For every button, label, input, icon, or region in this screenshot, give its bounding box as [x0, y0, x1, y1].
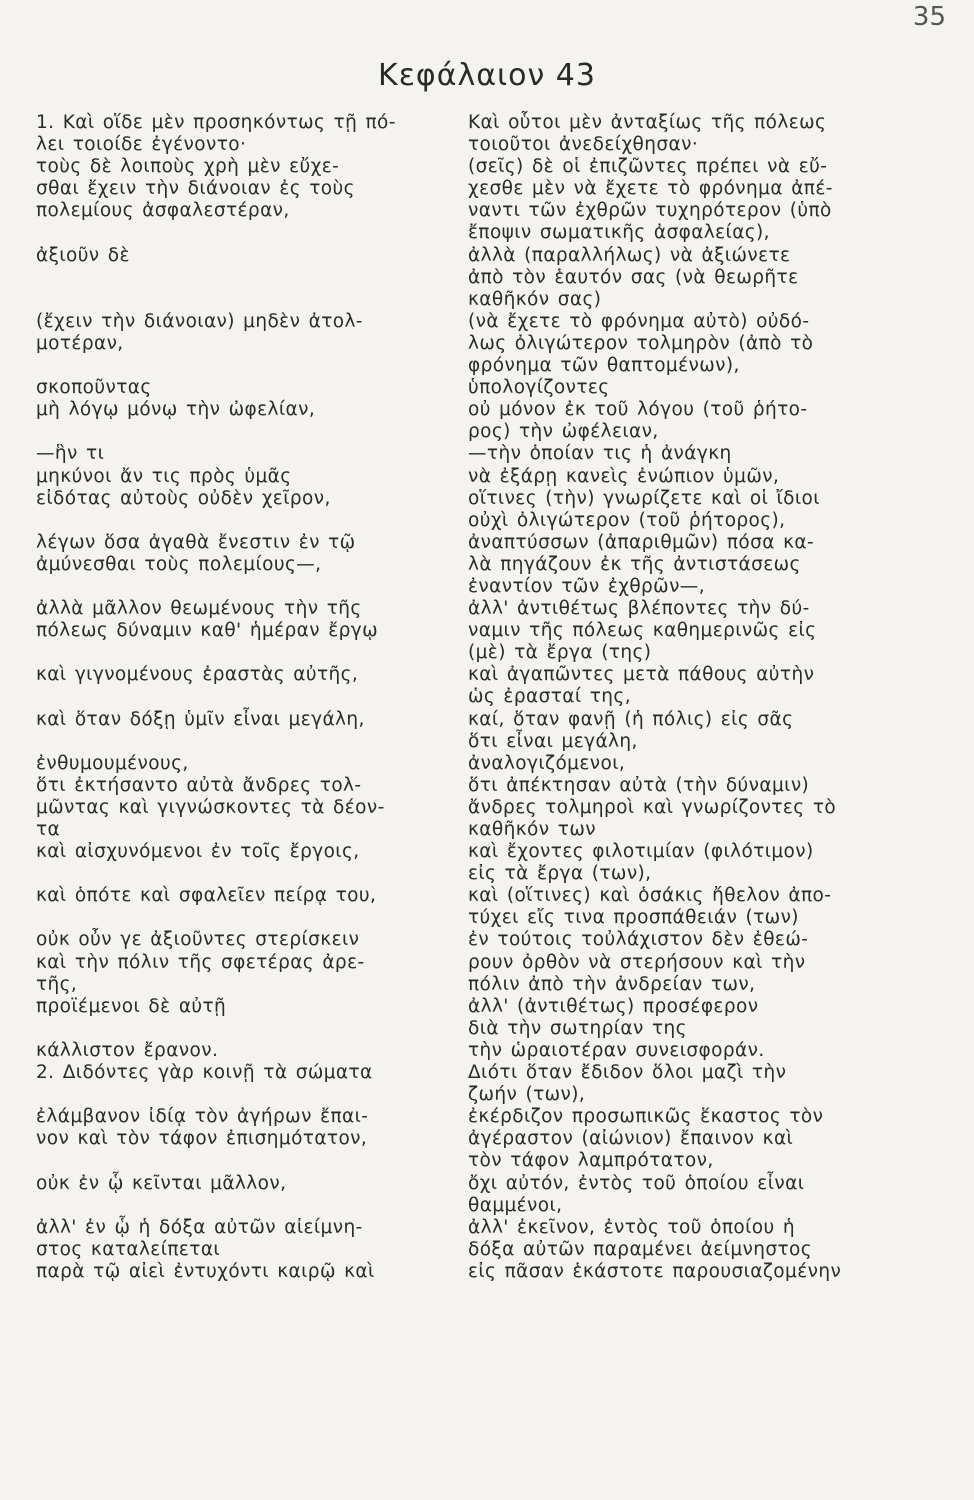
translation-line: —τὴν ὁποίαν τις ἡ ἀνάγκη: [468, 443, 732, 465]
chapter-title: Κεφάλαιον 43: [378, 58, 596, 93]
translation-line: ὡς ἐρασταί της,: [468, 686, 631, 708]
ancient-text-line: [36, 576, 454, 598]
translation-line: ἀναλογιζόμενοι,: [468, 752, 626, 774]
ancient-text-line: εἰδότας αὐτοὺς οὐδὲν χεῖρον,: [36, 487, 331, 509]
translation-line: εἰς πᾶσαν ἑκάστοτε παρουσιαζομένην: [468, 1260, 842, 1282]
ancient-text-line: παρὰ τῷ αἰεὶ ἐντυχόντι καιρῷ καὶ: [36, 1260, 375, 1282]
translation-line: (νὰ ἔχετε τὸ φρόνημα αὐτὸ) οὐδό-: [468, 310, 810, 332]
ancient-text-line: οὐκ οὖν γε ἀξιοῦντες στερίσκειν: [36, 929, 360, 951]
translation-line: ρουν ὀρθὸν νὰ στερήσουν καὶ τὴν: [468, 951, 806, 973]
translation-line: (μὲ) τὰ ἔργα (της): [468, 642, 652, 664]
translation-line: ἔποψιν σωματικῆς ἀσφαλείας),: [468, 222, 770, 244]
ancient-text-line: [36, 355, 454, 377]
translation-line: ὅτι εἶναι μεγάλη,: [468, 730, 638, 752]
ancient-text-line: ὅτι ἐκτήσαντο αὐτὰ ἄνδρες τολ-: [36, 774, 362, 796]
ancient-text-line: καὶ γιγνομένους ἐραστὰς αὐτῆς,: [36, 664, 359, 686]
translation-line: λως ὀλιγώτερον τολμηρὸν (ἀπὸ τὸ: [468, 332, 814, 354]
translation-line: Διότι ὅταν ἔδιδον ὅλοι μαζὶ τὴν: [468, 1062, 787, 1084]
translation-line: ἀλλὰ (παραλλήλως) νὰ ἀξιώνετε: [468, 244, 791, 266]
translation-line: λὰ πηγάζουν ἐκ τῆς ἀντιστάσεως: [468, 553, 801, 575]
ancient-text-line: καὶ αἰσχυνόμενοι ἐν τοῖς ἔργοις,: [36, 841, 360, 863]
translation-line: ἐν τούτοις τοὐλάχιστον δὲν ἐθεώ-: [468, 929, 809, 951]
ancient-text-line: [36, 421, 454, 443]
translation-line: καθῆκόν σας): [468, 288, 602, 310]
translation-line: τὸν τάφον λαμπρότατον,: [468, 1150, 714, 1172]
translation-line: ἀλλ' ἐκεῖνον, ἐντὸς τοῦ ὁποίου ἡ: [468, 1216, 796, 1238]
ancient-text-line: στος καταλείπεται: [36, 1238, 221, 1260]
ancient-text-line: πόλεως δύναμιν καθ' ἡμέραν ἔργῳ: [36, 620, 379, 642]
ancient-text-line: πολεμίους ἀσφαλεστέραν,: [36, 200, 290, 222]
translation-line: ἀλλ' ἀντιθέτως βλέποντες τὴν δύ-: [468, 598, 810, 620]
ancient-text-line: [36, 731, 454, 753]
ancient-text-line: καὶ ὅταν δόξῃ ὑμῖν εἶναι μεγάλη,: [36, 708, 365, 730]
ancient-greek-text-column: [36, 112, 454, 1283]
translation-line: ὑπολογίζοντες: [468, 377, 610, 399]
translation-line: καὶ ἀγαπῶντες μετὰ πάθους αὐτὴν: [468, 664, 815, 686]
translation-line: καί, ὅταν φανῇ (ἡ πόλις) εἰς σᾶς: [468, 708, 794, 730]
ancient-text-line: [36, 863, 454, 885]
ancient-text-line: [36, 907, 454, 929]
translation-line: οὐχὶ ὀλιγώτερον (τοῦ ῥήτορος),: [468, 509, 786, 531]
ancient-text-line: μὴ λόγῳ μόνῳ τὴν ὠφελίαν,: [36, 399, 316, 421]
translation-line: καθῆκόν των: [468, 819, 596, 840]
ancient-text-line: σκοποῦντας: [36, 377, 152, 399]
ancient-text-line: λει τοιοίδε ἐγένοντο·: [36, 134, 247, 156]
ancient-text-line: [36, 1195, 454, 1217]
ancient-text-line: τοὺς δὲ λοιποὺς χρὴ μὲν εὔχε-: [36, 156, 340, 178]
ancient-text-line: 2. Διδόντες γὰρ κοινῇ τὰ σώματα: [36, 1062, 373, 1084]
ancient-text-line: ἀλλ' ἐν ᾧ ἡ δόξα αὐτῶν αἰείμνη-: [36, 1216, 363, 1238]
translation-line: εἰς τὰ ἔργα (των),: [468, 863, 652, 885]
translation-line: ρος) τὴν ὠφέλειαν,: [468, 421, 659, 443]
ancient-text-line: οὐκ ἐν ᾧ κεῖνται μᾶλλον,: [36, 1172, 287, 1194]
translation-line: ζωήν (των),: [468, 1084, 586, 1106]
translation-line: (σεῖς) δὲ οἱ ἐπιζῶντες πρέπει νὰ εὔ-: [468, 156, 828, 178]
translation-line: ἀναπτύσσων (ἀπαριθμῶν) πόσα κα-: [468, 531, 815, 553]
ancient-text-line: (ἔχειν τὴν διάνοιαν) μηδὲν ἀτολ-: [36, 310, 363, 332]
translation-line: ὄχι αὐτόν, ἐντὸς τοῦ ὁποίου εἶναι: [468, 1172, 805, 1194]
translation-line: ναντι τῶν ἐχθρῶν τυχηρότερον (ὑπὸ: [468, 200, 832, 222]
translation-line: ἀλλ' (ἀντιθέτως) προσέφερον: [468, 995, 759, 1017]
modern-greek-translation-column: [468, 112, 948, 1283]
translation-line: Καὶ οὗτοι μὲν ἀνταξίως τῆς πόλεως: [468, 112, 827, 133]
ancient-text-line: —ἣν τι: [36, 443, 105, 465]
ancient-text-line: [36, 267, 454, 289]
ancient-text-line: [36, 510, 454, 532]
ancient-text-line: καὶ τὴν πόλιν τῆς σφετέρας ἀρε-: [36, 951, 365, 973]
translation-line: τοιοῦτοι ἀνεδείχθησαν·: [468, 134, 699, 156]
ancient-text-line: κάλλιστον ἔρανον.: [36, 1039, 219, 1061]
ancient-text-line: νον καὶ τὸν τάφον ἐπισημότατον,: [36, 1128, 368, 1150]
ancient-text-line: μῶντας καὶ γιγνώσκοντες τὰ δέον-: [36, 796, 385, 818]
page-number: 35: [912, 2, 946, 32]
translation-line: φρόνημα τῶν θαπτομένων),: [468, 355, 740, 377]
translation-line: ἄνδρες τολμηροὶ καὶ γνωρίζοντες τὸ: [468, 796, 837, 818]
ancient-text-line: τα: [36, 819, 61, 840]
translation-line: θαμμένοι,: [468, 1194, 563, 1216]
ancient-text-line: [36, 289, 454, 311]
translation-line: ἀπὸ τὸν ἑαυτόν σας (νὰ θεωρῆτε: [468, 266, 799, 288]
ancient-text-line: [36, 686, 454, 708]
ancient-text-line: μηκύνοι ἄν τις πρὸς ὑμᾶς: [36, 465, 292, 487]
ancient-text-line: μοτέραν,: [36, 332, 124, 354]
ancient-text-line: ἀλλὰ μᾶλλον θεωμένους τὴν τῆς: [36, 598, 362, 620]
ancient-text-line: ἀμύνεσθαι τοὺς πολεμίους—,: [36, 553, 322, 575]
translation-line: χεσθε μὲν νὰ ἔχετε τὸ φρόνημα ἀπέ-: [468, 178, 833, 200]
ancient-text-line: [36, 1018, 454, 1040]
ancient-text-line: σθαι ἔχειν τὴν διάνοιαν ἐς τοὺς: [36, 178, 355, 200]
translation-line: ἐκέρδιζον προσωπικῶς ἕκαστος τὸν: [468, 1106, 824, 1128]
ancient-text-line: προϊέμενοι δὲ αὐτῇ: [36, 995, 227, 1017]
translation-line: ἐναντίον τῶν ἐχθρῶν—,: [468, 575, 705, 597]
translation-line: ἀγέραστον (αἰώνιον) ἔπαινον καὶ: [468, 1128, 794, 1150]
ancient-text-line: ἐνθυμουμένους,: [36, 752, 189, 774]
translation-line: οὐ μόνον ἐκ τοῦ λόγου (τοῦ ῥήτο-: [468, 399, 808, 421]
translation-line: καὶ (οἵτινες) καὶ ὁσάκις ἤθελον ἀπο-: [468, 885, 832, 907]
translation-line: οἵτινες (τὴν) γνωρίζετε καὶ οἱ ἴδιοι: [468, 487, 820, 509]
ancient-text-line: [36, 1084, 454, 1106]
translation-line: διὰ τὴν σωτηρίαν της: [468, 1017, 687, 1039]
translation-line: καὶ ἔχοντες φιλοτιμίαν (φιλότιμον): [468, 841, 814, 863]
translation-line: δόξα αὐτῶν παραμένει ἀείμνηστος: [468, 1238, 813, 1260]
translation-line: πόλιν ἀπὸ τὴν ἀνδρείαν των,: [468, 973, 756, 995]
translation-line: ὅτι ἀπέκτησαν αὐτὰ (τὴν δύναμιν): [468, 774, 810, 796]
ancient-text-line: λέγων ὅσα ἀγαθὰ ἔνεστιν ἐν τῷ: [36, 531, 356, 553]
ancient-text-line: 1. Καὶ οἵδε μὲν προσηκόντως τῇ πό-: [36, 112, 396, 133]
ancient-text-line: τῆς,: [36, 973, 78, 995]
translation-line: νὰ ἐξάρῃ κανεὶς ἐνώπιον ὑμῶν,: [468, 465, 780, 487]
ancient-text-line: καὶ ὁπότε καὶ σφαλεῖεν πείρᾳ του,: [36, 885, 377, 907]
translation-line: ναμιν τῆς πόλεως καθημερινῶς εἰς: [468, 620, 817, 642]
ancient-text-line: [36, 222, 454, 244]
translation-line: τύχει εἴς τινα προσπάθειάν (των): [468, 907, 799, 929]
ancient-text-line: ἐλάμβανον ἰδίᾳ τὸν ἀγήρων ἔπαι-: [36, 1106, 369, 1128]
ancient-text-line: ἀξιοῦν δὲ: [36, 244, 130, 266]
ancient-text-line: [36, 642, 454, 664]
ancient-text-line: [36, 1150, 454, 1172]
translation-line: τὴν ὡραιοτέραν συνεισφοράν.: [468, 1039, 765, 1061]
